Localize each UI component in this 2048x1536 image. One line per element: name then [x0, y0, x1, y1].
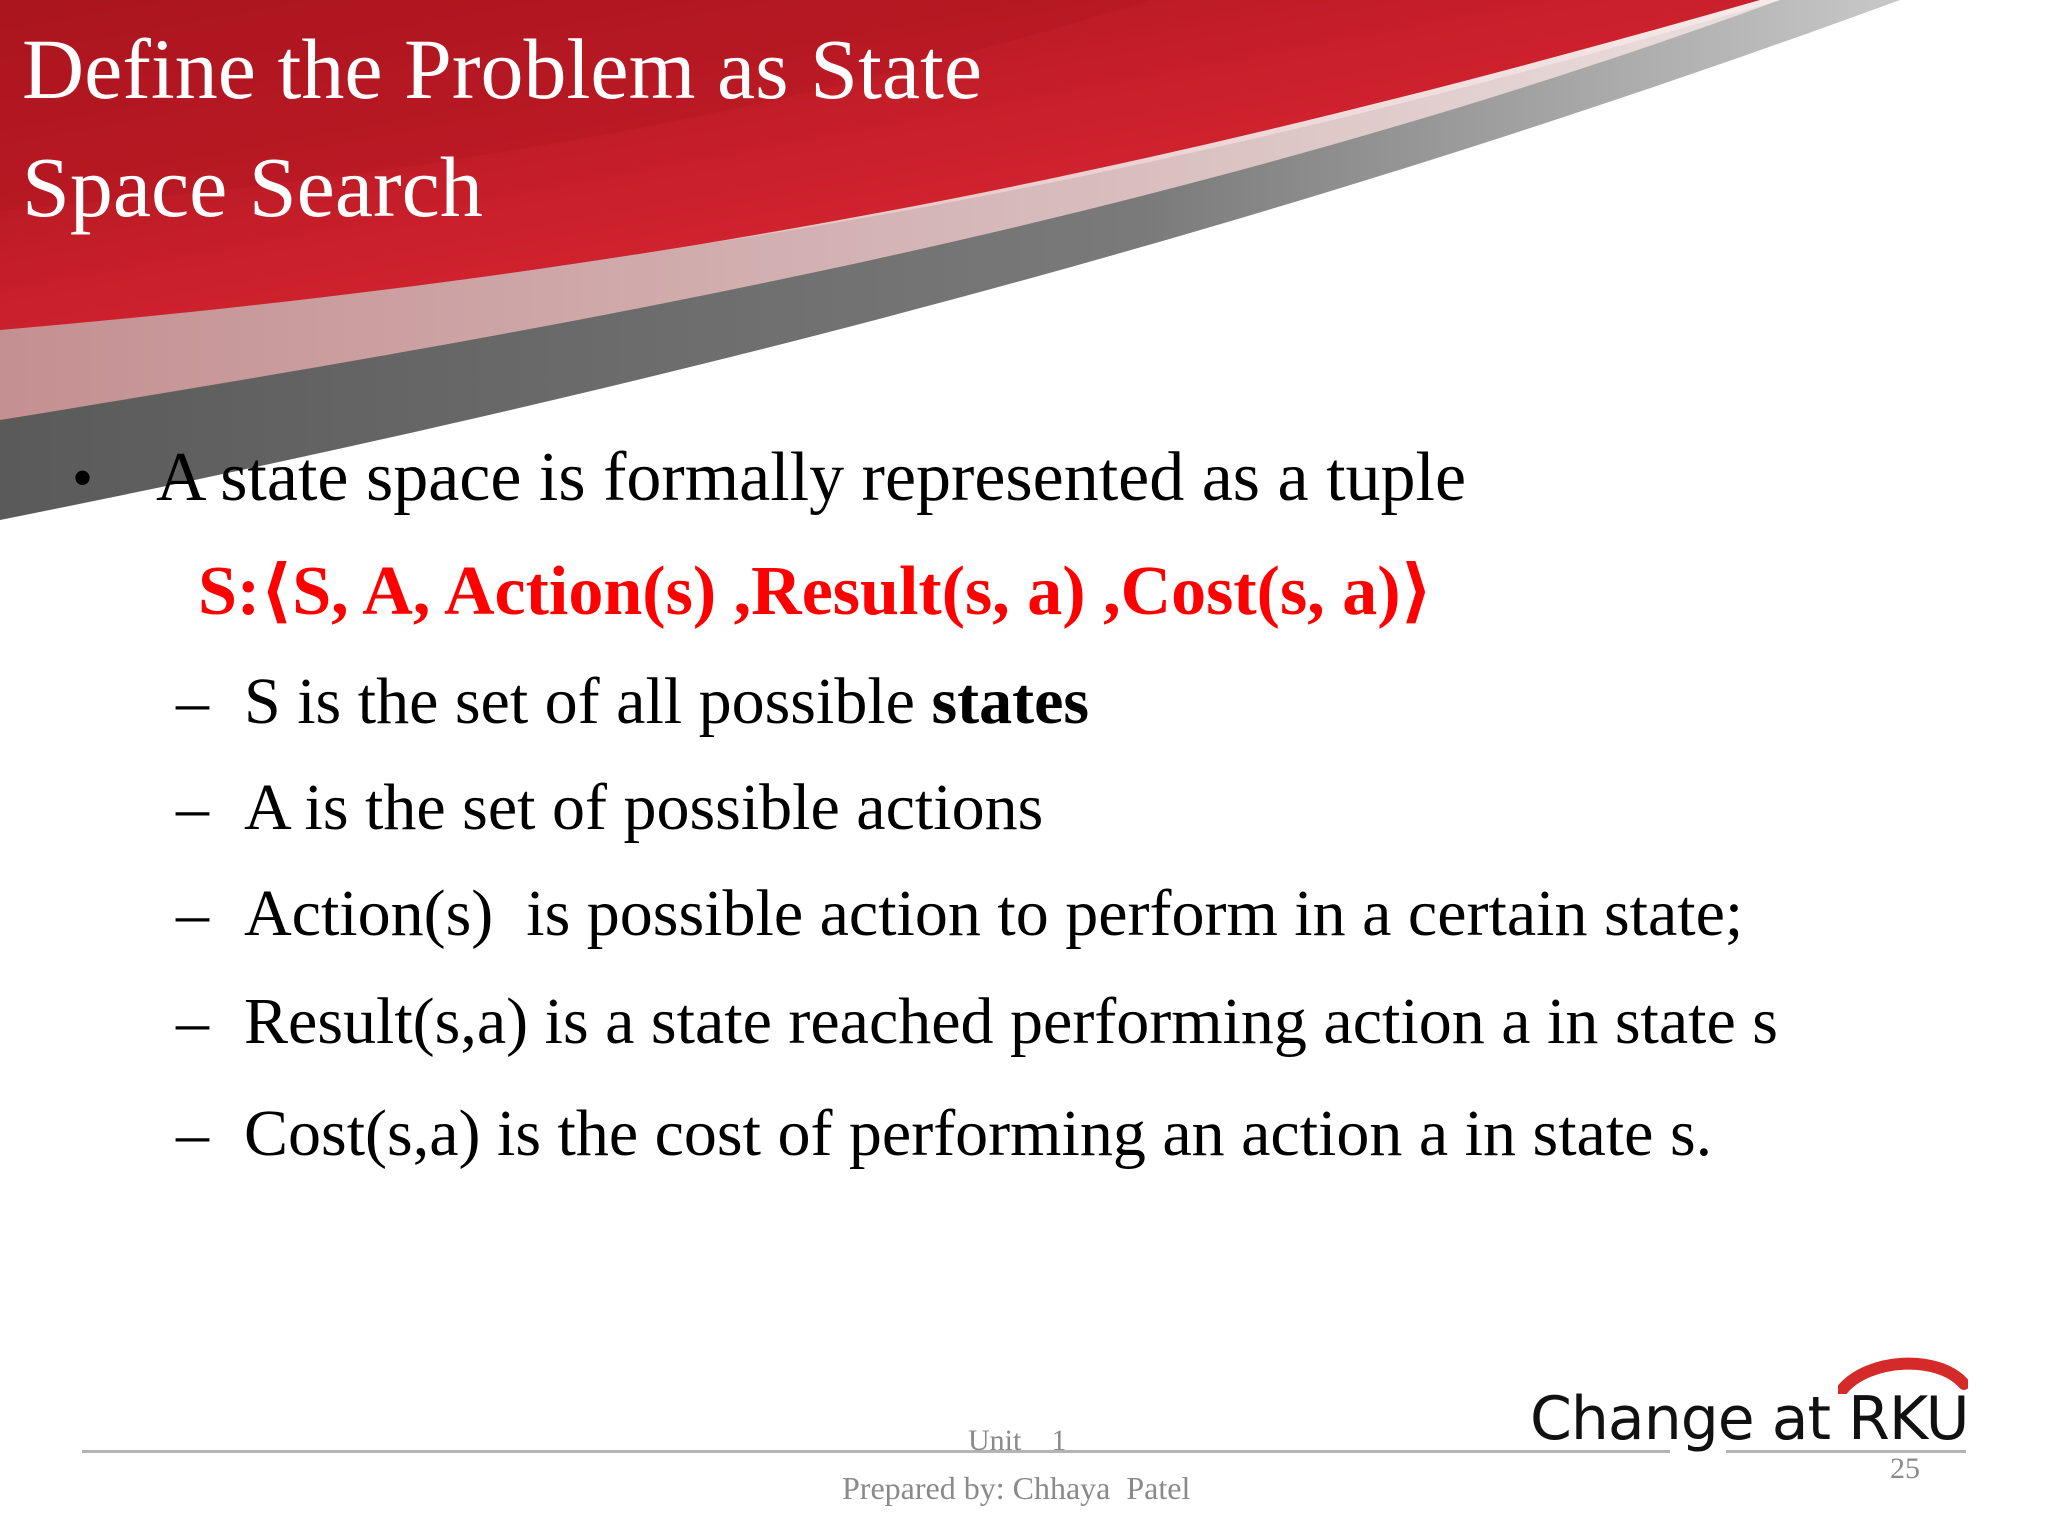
- sub-item-text: A is the set of possible actions: [244, 771, 1044, 844]
- sub-item-action-function: [176, 874, 1743, 954]
- slide-title-line-1: Define the Problem as State: [22, 21, 983, 117]
- sub-item-text: Result(s,a) is a state reached performing action a in state s: [244, 985, 1778, 1058]
- page-number: 25: [1890, 1452, 1920, 1485]
- rku-logo: [1530, 1354, 1970, 1464]
- footer-unit: Unit 1: [968, 1424, 1067, 1457]
- sub-item-actions: [176, 768, 1043, 848]
- slide-title: [22, 10, 982, 246]
- footer-prepared-by: Prepared by: Chhaya Patel: [842, 1470, 1191, 1506]
- bullet-marker: •: [72, 445, 94, 511]
- sub-item-bold-text: states: [931, 665, 1090, 738]
- bullet-text: A state space is formally represented as a tuple: [156, 439, 1467, 516]
- state-space-tuple: S:⟨S, A, Action(s) ,Result(s, a) ,Cost(s, a)⟩: [198, 553, 1433, 630]
- sub-item-dash: –: [176, 771, 209, 844]
- sub-item-text: S is the set of all possible: [244, 665, 932, 738]
- slide-title-line-2: Space Search: [22, 139, 483, 235]
- footer-divider-left: [82, 1450, 1670, 1453]
- sub-item-states: [176, 662, 1089, 742]
- sub-item-text: Cost(s,a) is the cost of performing an action a in state s.: [244, 1097, 1713, 1170]
- logo-text: Change at RKU: [1530, 1384, 1969, 1454]
- sub-item-dash: –: [176, 985, 209, 1058]
- sub-item-text: Action(s) is possible action to perform in a certain state;: [244, 877, 1744, 950]
- sub-item-dash: –: [176, 877, 209, 950]
- sub-item-cost-function: [176, 1094, 1712, 1174]
- sub-item-dash: –: [176, 665, 209, 738]
- sub-item-result-function: [176, 982, 1778, 1062]
- sub-item-dash: –: [176, 1097, 209, 1170]
